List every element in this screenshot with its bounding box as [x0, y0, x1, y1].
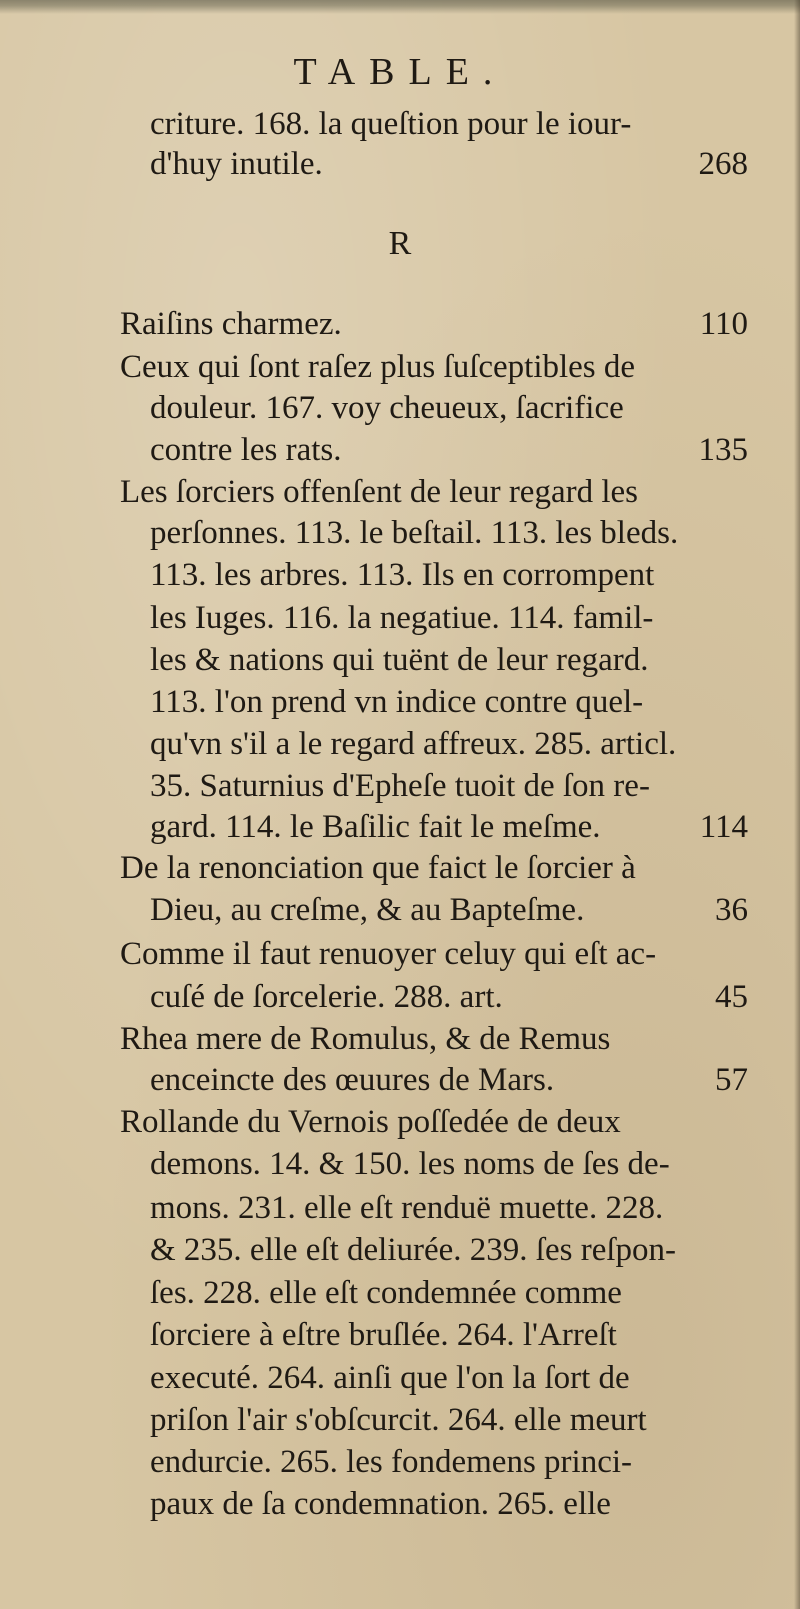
- index-line: [0, 1100, 800, 1144]
- index-line-text: Raiſins charmez.: [120, 306, 342, 342]
- index-line: [0, 345, 800, 389]
- index-line-text: executé. 264. ainſi que l'on la ſort de: [150, 1360, 630, 1396]
- index-line-text: d'huy inutile.: [150, 146, 323, 182]
- index-line-text: ſes. 228. elle eſt condemnée comme: [150, 1275, 622, 1311]
- index-line: [0, 553, 800, 597]
- index-line-text: demons. 14. & 150. les noms de ſes de-: [150, 1146, 670, 1182]
- index-line-text: endurcie. 265. les fondemens princi-: [150, 1444, 633, 1480]
- index-line: [0, 1058, 800, 1102]
- index-line: [0, 1186, 800, 1230]
- index-line-text: Rollande du Vernois poſſedée de deux: [120, 1104, 621, 1140]
- index-line-text: Les ſorciers offenſent de leur regard les: [120, 474, 638, 510]
- index-line-text: cuſé de ſorcelerie. 288. art.: [150, 979, 503, 1015]
- index-line-text: 35. Saturnius d'Epheſe tuoit de ſon re-: [150, 768, 650, 804]
- index-line-text: & 235. elle eſt deliurée. 239. ſes reſpon-: [150, 1232, 677, 1268]
- index-line: [0, 975, 800, 1019]
- index-line: [0, 1142, 800, 1186]
- index-page-number: 114: [699, 809, 748, 845]
- index-line: [0, 805, 800, 849]
- index-line-text: criture. 168. la queſtion pour le iour-: [150, 106, 632, 142]
- index-line-text: De la renonciation que faict le ſorcier à: [120, 850, 636, 886]
- index-page-number: 110: [699, 306, 748, 342]
- index-line: [0, 846, 800, 890]
- index-line: [0, 1271, 800, 1315]
- index-page-number: 135: [698, 432, 748, 468]
- index-line: [0, 511, 800, 555]
- index-line-text: mons. 231. elle eſt renduë muette. 228.: [150, 1190, 664, 1226]
- index-line: [0, 102, 800, 146]
- index-line: [0, 386, 800, 430]
- index-line: [0, 680, 800, 724]
- index-line-text: Ceux qui ſont raſez plus ſuſceptibles de: [120, 349, 636, 385]
- index-line: [0, 302, 800, 346]
- index-line: [0, 1017, 800, 1061]
- index-line: [0, 1398, 800, 1442]
- running-head: TABLE.: [293, 51, 507, 93]
- section-letter-heading: R: [388, 225, 412, 262]
- index-line: [0, 596, 800, 640]
- index-line: [0, 470, 800, 514]
- index-line: [0, 1228, 800, 1272]
- index-line-text: qu'vn s'il a le regard affreux. 285. articl.: [150, 726, 677, 762]
- index-page-number: 268: [698, 146, 748, 182]
- index-line-text: douleur. 167. voy cheueux, ſacrifice: [150, 390, 624, 426]
- index-line-text: perſonnes. 113. le beſtail. 113. les bleds.: [150, 515, 679, 551]
- index-page-number: 45: [715, 979, 748, 1015]
- index-line: [0, 142, 800, 186]
- index-line: [0, 1313, 800, 1357]
- index-line-text: priſon l'air s'obſcurcit. 264. elle meurt: [150, 1402, 647, 1438]
- index-line-text: gard. 114. le Baſilic fait le meſme.: [150, 809, 601, 845]
- index-line-text: paux de ſa condemnation. 265. elle: [150, 1486, 611, 1522]
- index-page-number: 57: [715, 1062, 748, 1098]
- index-line-text: contre les rats.: [150, 432, 342, 468]
- index-line: [0, 428, 800, 472]
- index-line: [0, 932, 800, 976]
- index-line: [0, 888, 800, 932]
- index-line-text: 113. l'on prend vn indice contre quel-: [150, 684, 644, 720]
- index-line: [0, 638, 800, 682]
- index-line-text: Comme il faut renuoyer celuy qui eſt ac-: [120, 936, 657, 972]
- index-line: [0, 1482, 800, 1526]
- index-line-text: ſorciere à eſtre bruſlée. 264. l'Arreſt: [150, 1317, 617, 1353]
- index-line-text: 113. les arbres. 113. Ils en corrompent: [150, 557, 655, 593]
- index-line-text: les Iuges. 116. la negatiue. 114. famil-: [150, 600, 654, 636]
- index-line-text: les & nations qui tuënt de leur regard.: [150, 642, 649, 678]
- index-line-text: Rhea mere de Romulus, & de Remus: [120, 1021, 611, 1057]
- index-page-number: 36: [715, 892, 748, 928]
- index-line-text: enceincte des œuures de Mars.: [150, 1062, 555, 1098]
- index-line-text: Dieu, au creſme, & au Bapteſme.: [150, 892, 585, 928]
- index-line: [0, 722, 800, 766]
- index-line: [0, 1440, 800, 1484]
- index-line: [0, 1356, 800, 1400]
- index-line: [0, 764, 800, 808]
